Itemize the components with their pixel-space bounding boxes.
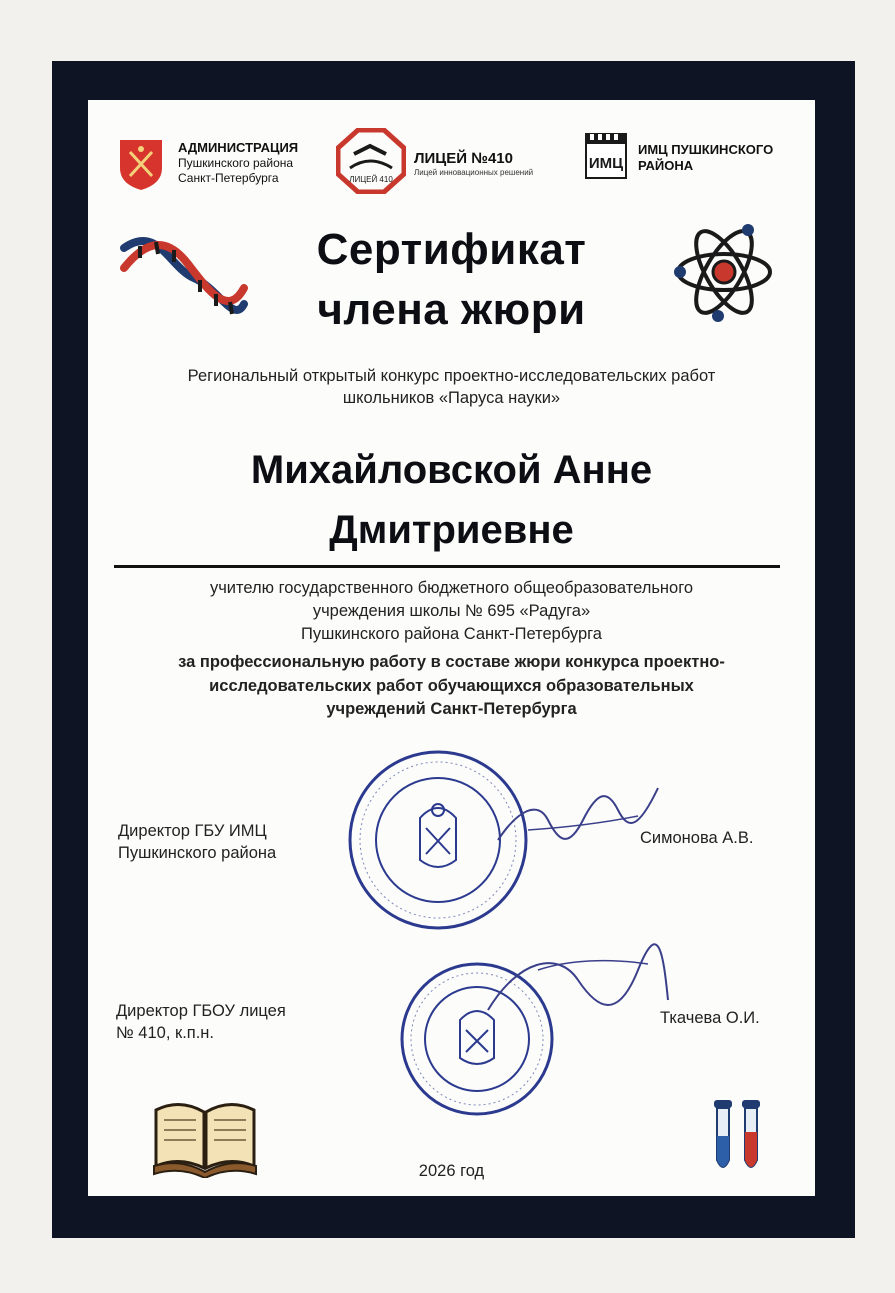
imc-title-line2: РАЙОНА [638,158,694,173]
divider-line [114,565,780,568]
lyceum-badge-text: ЛИЦЕЙ 410 [349,175,393,184]
signature-2-icon [478,940,678,1040]
reason-line1: за профессиональную работу в составе жюри конкурса проектно- [178,653,725,671]
recipient-line2: Дмитриевне [329,508,574,552]
certificate-title-line2: члена жюри [317,285,586,334]
position-line2: учреждения школы № 695 «Радуга» [312,602,591,620]
lyceum-emblem-icon [336,128,406,194]
signatory-2-role-line2: № 410, к.п.н. [116,1024,215,1042]
position-line3: Пушкинского района Санкт-Петербурга [301,625,602,643]
position-line1: учителю государственного бюджетного общеобразовательного [209,579,694,597]
signatory-1-role-line1: Директор ГБУ ИМЦ [118,822,267,840]
lyceum-logo [336,128,566,194]
signatory-2-role [116,1000,286,1044]
signatory-2-role-line1: Директор ГБОУ лицея [116,1002,286,1020]
recipient-line1: Михайловской Анне [250,448,653,492]
admin-line2: Санкт-Петербурга [178,171,279,185]
imc-title-line1: ИМЦ ПУШКИНСКОГО [638,142,774,157]
imc-badge-text: ИМЦ [588,155,624,172]
certificate-year: 2026 год [418,1162,485,1180]
certificate-paper [88,100,815,1196]
admin-title: АДМИНИСТРАЦИЯ [178,140,299,155]
reason-line2: исследовательских работ обучающихся образовательных [209,677,694,695]
contest-line1: Региональный открытый конкурс проектно-исследовательских работ [187,367,716,385]
admin-line1: Пушкинского района [178,156,294,170]
signatory-2-name: Ткачева О.И. [660,1009,760,1027]
contest-line2: школьников «Паруса науки» [342,389,561,407]
imc-emblem-icon [584,132,628,180]
signatory-1-role-line2: Пушкинского района [118,844,277,862]
lyceum-title: ЛИЦЕЙ №410 [414,150,513,167]
admin-logo [118,138,318,194]
imc-logo [584,132,804,182]
reason-line3: учреждений Санкт-Петербурга [326,700,577,718]
lyceum-tagline: Лицей инновационных решений [414,168,534,177]
signatory-1-name: Симонова А.В. [640,829,754,847]
signatory-1-role [118,820,276,864]
certificate-title-line1: Сертификат [316,225,587,274]
admin-emblem-icon [118,138,164,192]
